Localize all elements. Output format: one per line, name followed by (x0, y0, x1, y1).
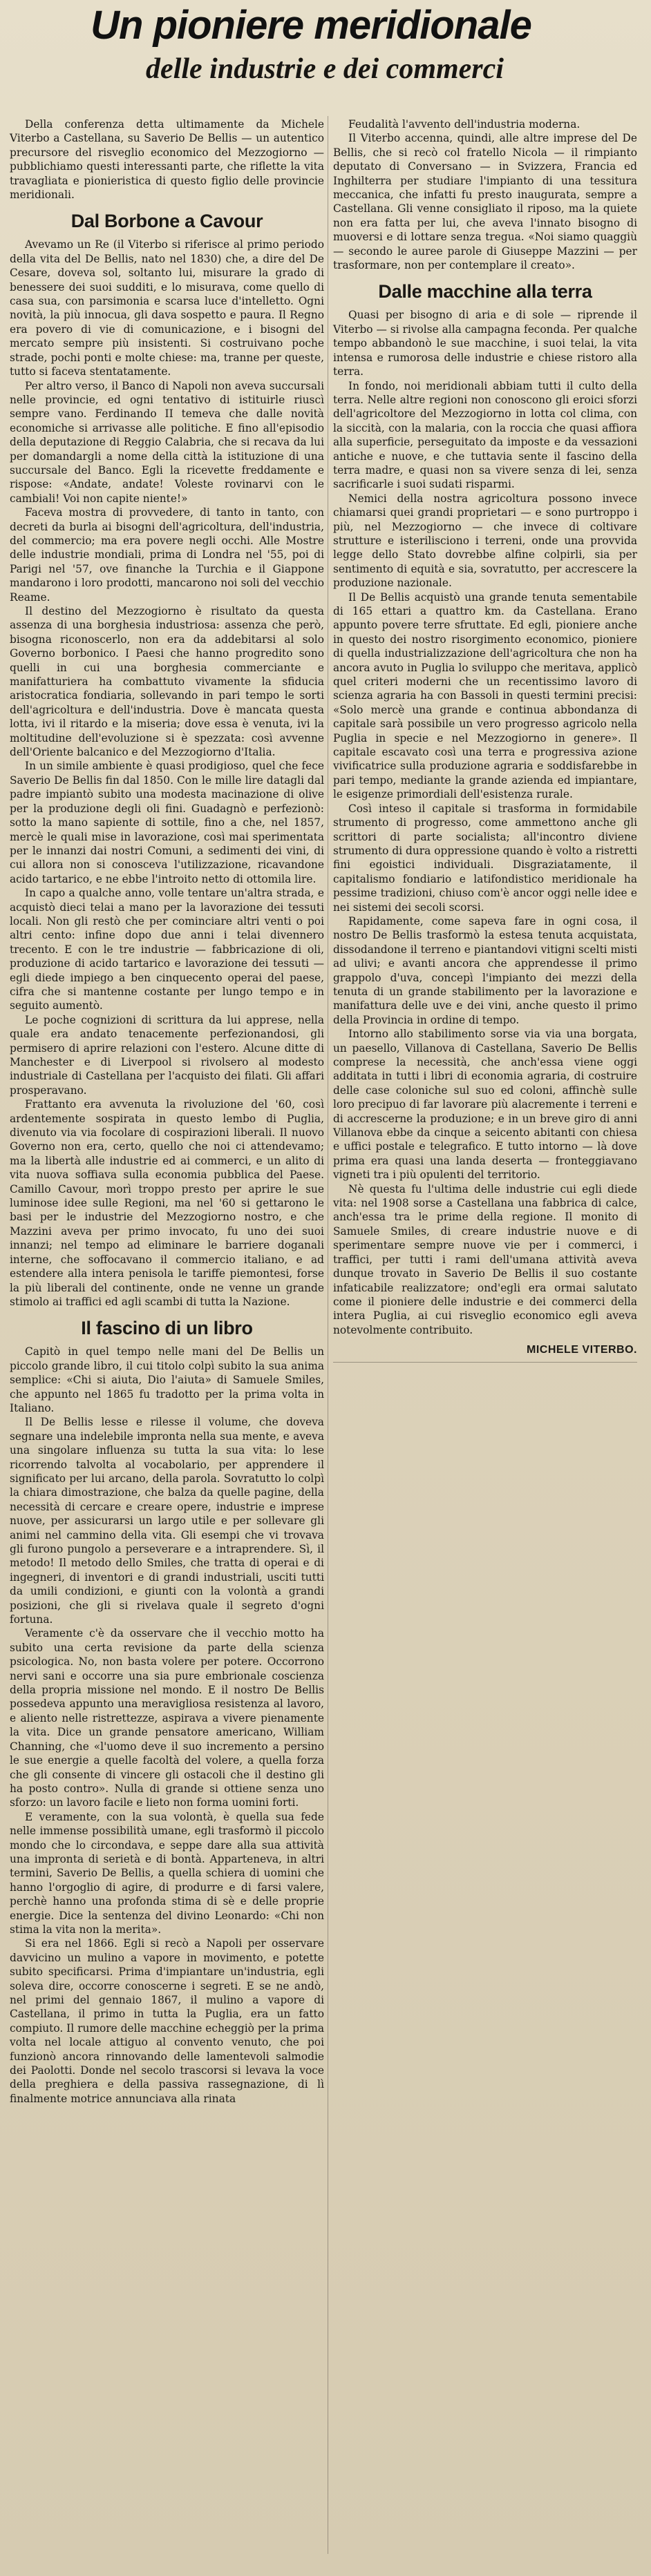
paragraph: Faceva mostra di provvedere, di tanto in tanto, con decreti da burla ai bisogni dell'agricoltura, dell'industria, del commercio; ma era povere negli occhi. Alle Mostre delle industrie mondiali, prima di Londra nel '55, poi di Parigi nel '57, ove finanche la Turchia e il Giappone mandarono i loro prodotti, mancarono noi soli del vecchio Reame. (10, 506, 324, 604)
paragraph: Intorno allo stabilimento sorse via via una borgata, un paesello, Villanova di Castellana, Saverio De Bellis comprese la necessità, che anch'essa viene oggi additata in tutti i libri di economia agraria, di costruire delle case coloniche sul suo ed coloni, affinchè sulle loro precipuo di far lavorare più alacremente i terreni e di accrescerne la produzione; e in un breve giro di anni Villanova ebbe da cinque a seicento abitanti con chiesa e uffici postale e telegrafico. E tutto intorno — là dove prima era quasi una landa deserta — fronteggiavano vigneti tra i più opulenti del territorio. (333, 1028, 637, 1182)
section-title-dalle-macchine-alla-terra: Dalle macchine alla terra (378, 281, 592, 302)
continuation-text (333, 117, 637, 272)
paragraph: Si era nel 1866. Egli si recò a Napoli per osservare davvicino un mulino a vapore in movimento, e potette subito specificarsi. Prima d'impiantare un'industria, egli soleva dire, occorre conoscerne i segreti. E se ne andò, nel primi del gennaio 1867, il mulino a vapore di Castellana, il primo in tutta la Puglia, era un fatto compiuto. Il rumore delle macchine echeggiò per la prima volta nel locale attiguo al convento venuto, che poi funzionò ancora rinnovando delle lamentevoli salmodie dei Paolotti. Donde nel secolo trascorsi si levava la voce della preghiera e della passiva rassegnazione, di lì finalmente motrice annunciava alla rinata (10, 1937, 324, 2105)
paragraph: Il De Bellis acquistò una grande tenuta sementabile di 165 ettari a quattro km. da Castellana. Erano appunto povere terre sfruttate. Ed egli, pioniere anche in questo dei nostro risorgimento economico, pioniere di quella industrializzazione dell'agricoltura che non ha ancora avuto in Puglia lo sviluppo che meritava, applicò quel criteri moderni che un recentissimo lavoro di scienza agraria ha con Bassoli in questi termini precisi: «Solo mercè una grande e continua abbondanza di capitale sarà possibile un vero progresso agricolo nella Puglia in specie e nel Mezzogiorno in genere». Il capitale escavato così una terra e progressiva azione vivificatrice sulla produzione agraria e soddisfarebbe in pari tempo, mediante la grande azienda ed impiantare, le esigenze primordiali dell'esistenza rurale. (333, 590, 637, 801)
article-subheadline: delle industrie e dei commerci (146, 53, 504, 85)
paragraph: Quasi per bisogno di aria e di sole — riprende il Viterbo — si rivolse alla campagna feconda. Per qualche tempo abbandonò le sue macchine, i suoi telai, la vita intensa e rumorosa delle industrie e chiese ristoro alla terra. (333, 309, 637, 378)
article-headline: Un pioniere meridionale (91, 3, 531, 48)
author-signature: MICHELE VITERBO. (526, 1344, 637, 1356)
paragraph: Il De Bellis lesse e rilesse il volume, che doveva segnare una indelebile impronta nella sua mente, e aveva una singolare influenza su tutta la sua vita: lo lese ricorrendo talvolta al vocabolario, per apprendere il significato per lui arcano, della parola. Sovratutto lo colpì la chiara dimostrazione, che balza da quelle pagine, della necessità di cercare e creare opere, industrie e imprese nuove, per assicurarsi un largo utile e per sollevare gli animi nel cammino della vita. Gli esempi che vi trovava gli furono pungolo a perseverare e a intraprendere. Sì, il metodo! Il metodo dello Smiles, che tratta di operai e di ingegneri, di inventori e di grandi industriali, usciti tutti da umili condizioni, e giunti con la volontà a grandi posizioni, che gli si rivelava quale il segreto d'ogni fortuna. (10, 1416, 324, 1626)
paragraph: Così inteso il capitale si trasforma in formidabile strumento di progresso, come ammettono anche gli scrittori di parte socialista; all'incontro diviene strumento di dura oppressione quando è volto a ristretti fini egoistici individuali. Disgraziatamente, il capitalismo fondiario e latifondistico meridionale ha pessime tradizioni, chiuso com'è ancor oggi nelle idee e nei sistemi dei secoli scorsi. (333, 802, 637, 914)
paragraph: Avevamo un Re (il Viterbo si riferisce al primo periodo della vita del De Bellis, nato nel 1830) che, a dire del De Cesare, doveva sol, soltanto lui, misurare la grado di benessere dei suoi sudditi, e lo misurava, come quello di casa sua, con parsimonia e scarsa luce d'intelletto. Ogni novità, la più innocua, gli dava sospetto e paura. Il Regno era povero di vie di comunicazione, e i bisogni del mercato sempre più insistenti. Si costruivano poche strade, pochi ponti e molte chiese: ma, tranne per queste, tutto si faceva stentatamente. (10, 238, 324, 378)
paragraph: Il destino del Mezzogiorno è risultato da questa assenza di una borghesia industriosa: assenza che però, bisogna riconoscerlo, non era da addebitarsi al solo Governo borbonico. I Paesi che hanno progredito sono quelli in cui una borghesia commerciante e manifatturiera ha combattuto vivamente la sfiducia aristocratica fondiaria, sollevando in pari tempo le sorti dell'agricoltura e dell'industria. Dove è mancata questa lotta, ivi il ritardo e la miseria; dove essa è venuta, ivi la moltitudine dell'evoluzione si è spezzata: così avvenne dell'Oriente balcanico e del Mezzogiorno d'Italia. (10, 605, 324, 759)
signature-rule (333, 1362, 637, 1363)
paragraph: Rapidamente, come sapeva fare in ogni cosa, il nostro De Bellis trasformò la estesa tenuta acquistata, dissodandone il terreno e piantandovi vitigni scelti misti ad ulivi; e avanti ancora che apprendesse il primo grappolo d'uva, concepì l'impianto dei mezzi della tenuta di un grande stabilimento per la lavorazione e manifattura delle uve e dei vini, anche questo il primo della Provincia in ordine di tempo. (333, 914, 637, 1026)
paragraph: In capo a qualche anno, volle tentare un'altra strada, e acquistò dieci telai a mano per la lavorazione dei tessuti locali. Non gli restò che per cominciare altri venti o poi altri cento: infine dopo due anni i telai divennero trecento. E con le tre industrie — fabbricazione di oli, produzione di acido tartarico e lavorazione dei tessuti — egli diede impiego a ben cinquecento operai del paese, cifra che si mantenne costante per lungo tempo e in seguito aumentò. (10, 887, 324, 1012)
paragraph: Nemici della nostra agricoltura possono invece chiamarsi quei grandi proprietari — e sono purtroppo i più, nel Mezzogiorno — che invece di coltivare strutture e isterilisciono i terreni, onde una provvida legge dello Stato dovrebbe alfine colpirli, sia per sentimento di equità e sia, sovratutto, per accrescere la produzione nazionale. (333, 492, 637, 590)
paragraph: Il Viterbo accenna, quindi, alle altre imprese del De Bellis, che si recò col fratello Nicola — il rimpianto deputato di Conversano — in Svizzera, Francia ed Inghilterra per studiare l'impianto di una tessitura meccanica, che infatti fu presto inaugurata, sempre a Castellana. Gli venne consigliato il riposo, ma la quiete non era fatta per lui, che aveva l'innato bisogno di muoversi e di lottare senza tregua. «Noi siamo quaggiù — secondo le auree parole di Giuseppe Mazzini — per trasformare, non per contemplare il creato». (333, 132, 637, 272)
paragraph: In un simile ambiente è quasi prodigioso, quel che fece Saverio De Bellis fin dal 1850. Con le mille lire datagli dal padre impiantò subito una modesta macinazione di olive per la produzione degli oli fini. Guadagnò e perfezionò: sotto la mano sapiente di sottile, fino a che, nel 1857, mercè le quali mise in lavorazione, così mai sperimentata per le innanzi dai nostri Comuni, a sedimenti dei vini, di cui allora non si conosceva l'utilizzazione, ricavandone acido tartarico, e ne ebbe l'introito netto di ottomila lire. (10, 760, 324, 885)
paragraph: Per altro verso, il Banco di Napoli non aveva succursali nelle provincie, ed ogni tentativo di istituirle riuscì sempre vano. Ferdinando II temeva che dalle novità economiche si arrivasse alle politiche. E fino all'episodio della deputazione di Reggio Calabria, che si recava da lui per domandargli a nome della città la istituzione di una succursale del Banco. Egli la ricevette freddamente e rispose: «Andate, andate! Voleste rovinarvi con le cambiali! Voi non capite niente!» (10, 379, 324, 505)
section-body-dal-borbone-a-cavour (10, 238, 324, 1309)
section-body-dalle-macchine-alla-terra (333, 308, 637, 1337)
paragraph: Nè questa fu l'ultima delle industrie cui egli diede vita: nel 1908 sorse a Castellana una fabbrica di calce, anch'essa tra le prime della regione. Il monito di Samuele Smiles, di creare industrie nuove e di sperimentare sempre nuove vie per i commerci, i traffici, per tutti i rami dell'umana attività aveva dunque trovato in Saverio De Bellis il suo costante infaticabile realizzatore; ond'egli era ormai salutato come il pioniere delle industrie e dei commerci della intera Puglia, ai cui risveglio economico egli aveva notevolmente contribuito. (333, 1182, 637, 1336)
paragraph: Frattanto era avvenuta la rivoluzione del '60, così ardentemente sospirata in questo lembo di Puglia, divenuto via via focolare di cospirazioni liberali. Il nuovo Governo non era, certo, quello che noi ci attendevamo; ma la libertà alle industrie ed ai commerci, e un alito di vita nuova soffiava sulla economia pubblica del Paese. Camillo Cavour, morì troppo presto per aprire le sue luminose idee sulle Regioni, ma nel '60 si gettarono le basi per le industrie del Mezzogiorno nostro, e che Mazzini aveva per primo invocato, fu uno dei suoi innanzi; nel tempo ad eliminare le barriere doganali interne, che soffocavano il commercio italiano, e ad estendere alla intera penisola le tariffe piemontesi, forse la più liberali del continente, onde ne venne un grande stimolo ai traffici ed agli scambi di tutta la Nazione. (10, 1098, 324, 1308)
paragraph: E veramente, con la sua volontà, è quella sua fede nelle immense possibilità umane, egli trasformò il piccolo mondo che lo circondava, e seppe dare alla sua attività una impronta di serietà e di bontà. Apparteneva, in altri termini, Saverio De Bellis, a quella schiera di uomini che hanno l'orgoglio di agire, di produrre e di farsi valere, perchè hanno una profonda stima di sè e delle proprie energie. Dice la sentenza del divino Leonardo: «Chi non stima la vita non la merita». (10, 1810, 324, 1936)
paragraph: In fondo, noi meridionali abbiam tutti il culto della terra. Nelle altre regioni non conoscono gli eroici sforzi dell'agricoltore del Mezzogiorno in lotta col clima, con la siccità, con la malaria, con la roccia che quasi affiora alla superficie, perseguitato da imposte e da vessazioni antiche e nuove, e che tuttavia sente il fascino della terra madre, e quasi non sa vivere senza di lei, senza sacrificarle i suoi sudati risparmi. (333, 379, 637, 491)
section-title-il-fascino-di-un-libro: Il fascino di un libro (81, 1318, 253, 1339)
intro-paragraph: Della conferenza detta ultimamente da Michele Viterbo a Castellana, su Saverio De Bellis — un autentico precursore del risveglio economico del Mezzogiorno — pubblichiamo questi interessanti parte, che riflette la vita travagliata e pionieristica di questo figlio delle provincie meridionali. (10, 118, 324, 202)
left-column (10, 117, 324, 2106)
article-intro (10, 117, 324, 202)
paragraph: Le poche cognizioni di scrittura da lui apprese, nella quale era andato tenacemente perfezionandosi, gli permisero di aprire relazioni con l'estero. Alcune ditte di Manchester e di Liverpool si rivolsero al modesto industriale di Castellana per l'acquisto dei filati. Gli affari prosperavano. (10, 1013, 324, 1097)
right-column (333, 117, 637, 1363)
section-body-il-fascino-di-un-libro (10, 1345, 324, 2106)
paragraph: Capitò in quel tempo nelle mani del De Bellis un piccolo grande libro, il cui titolo colpì subito la sua anima semplice: «Chi si aiuta, Dio l'aiuta» di Samuele Smiles, che appunto nel 1865 fu tradotto per la prima volta in Italiano. (10, 1345, 324, 1414)
section-title-dal-borbone-a-cavour: Dal Borbone a Cavour (70, 211, 263, 232)
paragraph: Feudalità l'avvento dell'industria moderna. (348, 118, 581, 131)
paragraph: Veramente c'è da osservare che il vecchio motto ha subito una certa revisione da parte della scienza psicologica. No, non basta volere per potere. Occorrono nervi sani e occorre una sia pure embrionale coscienza della propria missione nel mondo. E il nostro De Bellis possedeva appunto una meravigliosa resistenza al lavoro, e aliento nelle ristrettezze, aspirava a vivere pienamente la vita. Dice un grande pensatore americano, William Channing, che «l'uomo deve il suo incremento a persino le sue energie a quelle facoltà del volere, a quella forza che gli consente di vincere gli ostacoli che il destino gli ha posto contro». Nulla di grande si ottiene senza uno sforzo: un lavoro facile e lieto non forma uomini forti. (10, 1627, 324, 1809)
